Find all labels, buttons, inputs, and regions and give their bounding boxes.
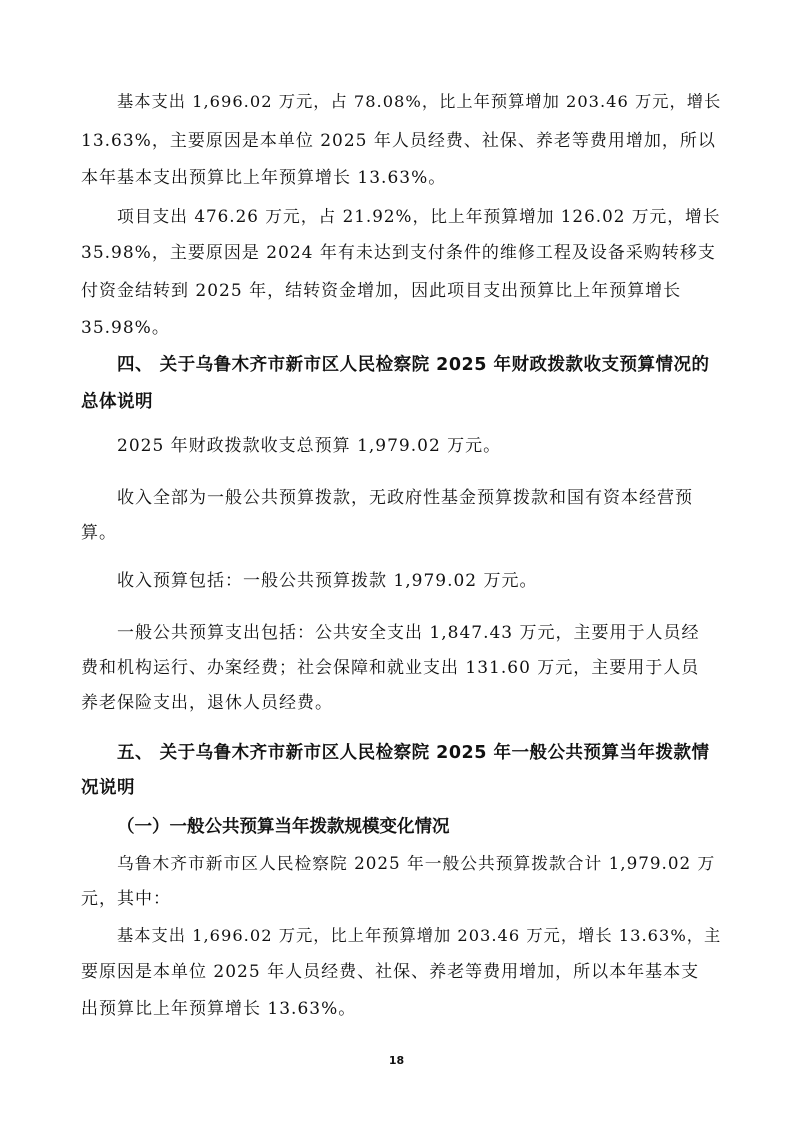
paragraph-general-expense-line-2: 费和机构运行、办案经费；社会保障和就业支出 131.60 万元，主要用于人员: [81, 658, 700, 678]
paragraph-total-budget: 2025 年财政拨款收支总预算 1,979.02 万元。: [117, 436, 502, 456]
paragraph-general-budget-total-line-2: 元，其中：: [81, 889, 171, 909]
paragraph-project-expense-line-3: 付资金结转到 2025 年，结转资金增加，因此项目支出预算比上年预算增长: [81, 281, 682, 301]
paragraph-basic-expense-2-line-2: 要原因是本单位 2025 年人员经费、社保、养老等费用增加，所以本年基本支: [81, 962, 700, 982]
subsection-heading-1: （一）一般公共预算当年拨款规模变化情况: [117, 817, 450, 837]
paragraph-project-expense-line-4: 35.98%。: [81, 318, 170, 338]
paragraph-general-budget-total-line-1: 乌鲁木齐市新市区人民检察院 2025 年一般公共预算拨款合计 1,979.02 万: [117, 853, 716, 873]
paragraph-income-source-line-1: 收入全部为一般公共预算拨款，无政府性基金预算拨款和国有资本经营预: [117, 488, 693, 508]
paragraph-basic-expense-2-line-3: 出预算比上年预算增长 13.63%。: [81, 999, 357, 1019]
paragraph-project-expense-line-1: 项目支出 476.26 万元，占 21.92%，比上年预算增加 126.02 万元，增长: [117, 206, 721, 226]
paragraph-basic-expense-line-3: 本年基本支出预算比上年预算增长 13.63%。: [81, 168, 447, 188]
paragraph-income-source-line-2: 算。: [81, 523, 117, 543]
page-number: 18: [388, 1054, 405, 1067]
paragraph-income-budget: 收入预算包括：一般公共预算拨款 1,979.02 万元。: [117, 571, 538, 591]
paragraph-basic-expense-line-1: 基本支出 1,696.02 万元，占 78.08%，比上年预算增加 203.46 万元，增长: [117, 92, 722, 111]
section-heading-4-line-2: 总体说明: [81, 392, 153, 412]
paragraph-basic-expense-2-line-1: 基本支出 1,696.02 万元，比上年预算增加 203.46 万元，增长 13.63%，主: [117, 926, 722, 945]
paragraph-project-expense-line-2: 35.98%，主要原因是 2024 年有未达到支付条件的维修工程及设备采购转移支: [81, 243, 716, 263]
paragraph-basic-expense-line-2: 13.63%，主要原因是本单位 2025 年人员经费、社保、养老等费用增加，所以: [81, 131, 716, 151]
paragraph-general-expense-line-1: 一般公共预算支出包括：公共安全支出 1,847.43 万元，主要用于人员经: [117, 623, 700, 643]
section-heading-4-line-1: 四、 关于乌鲁木齐市新市区人民检察院 2025 年财政拨款收支预算情况的: [117, 355, 710, 375]
section-heading-5-line-1: 五、 关于乌鲁木齐市新市区人民检察院 2025 年一般公共预算当年拨款情: [117, 743, 710, 763]
paragraph-general-expense-line-3: 养老保险支出，退休人员经费。: [81, 693, 333, 713]
section-heading-5-line-2: 况说明: [81, 778, 135, 798]
